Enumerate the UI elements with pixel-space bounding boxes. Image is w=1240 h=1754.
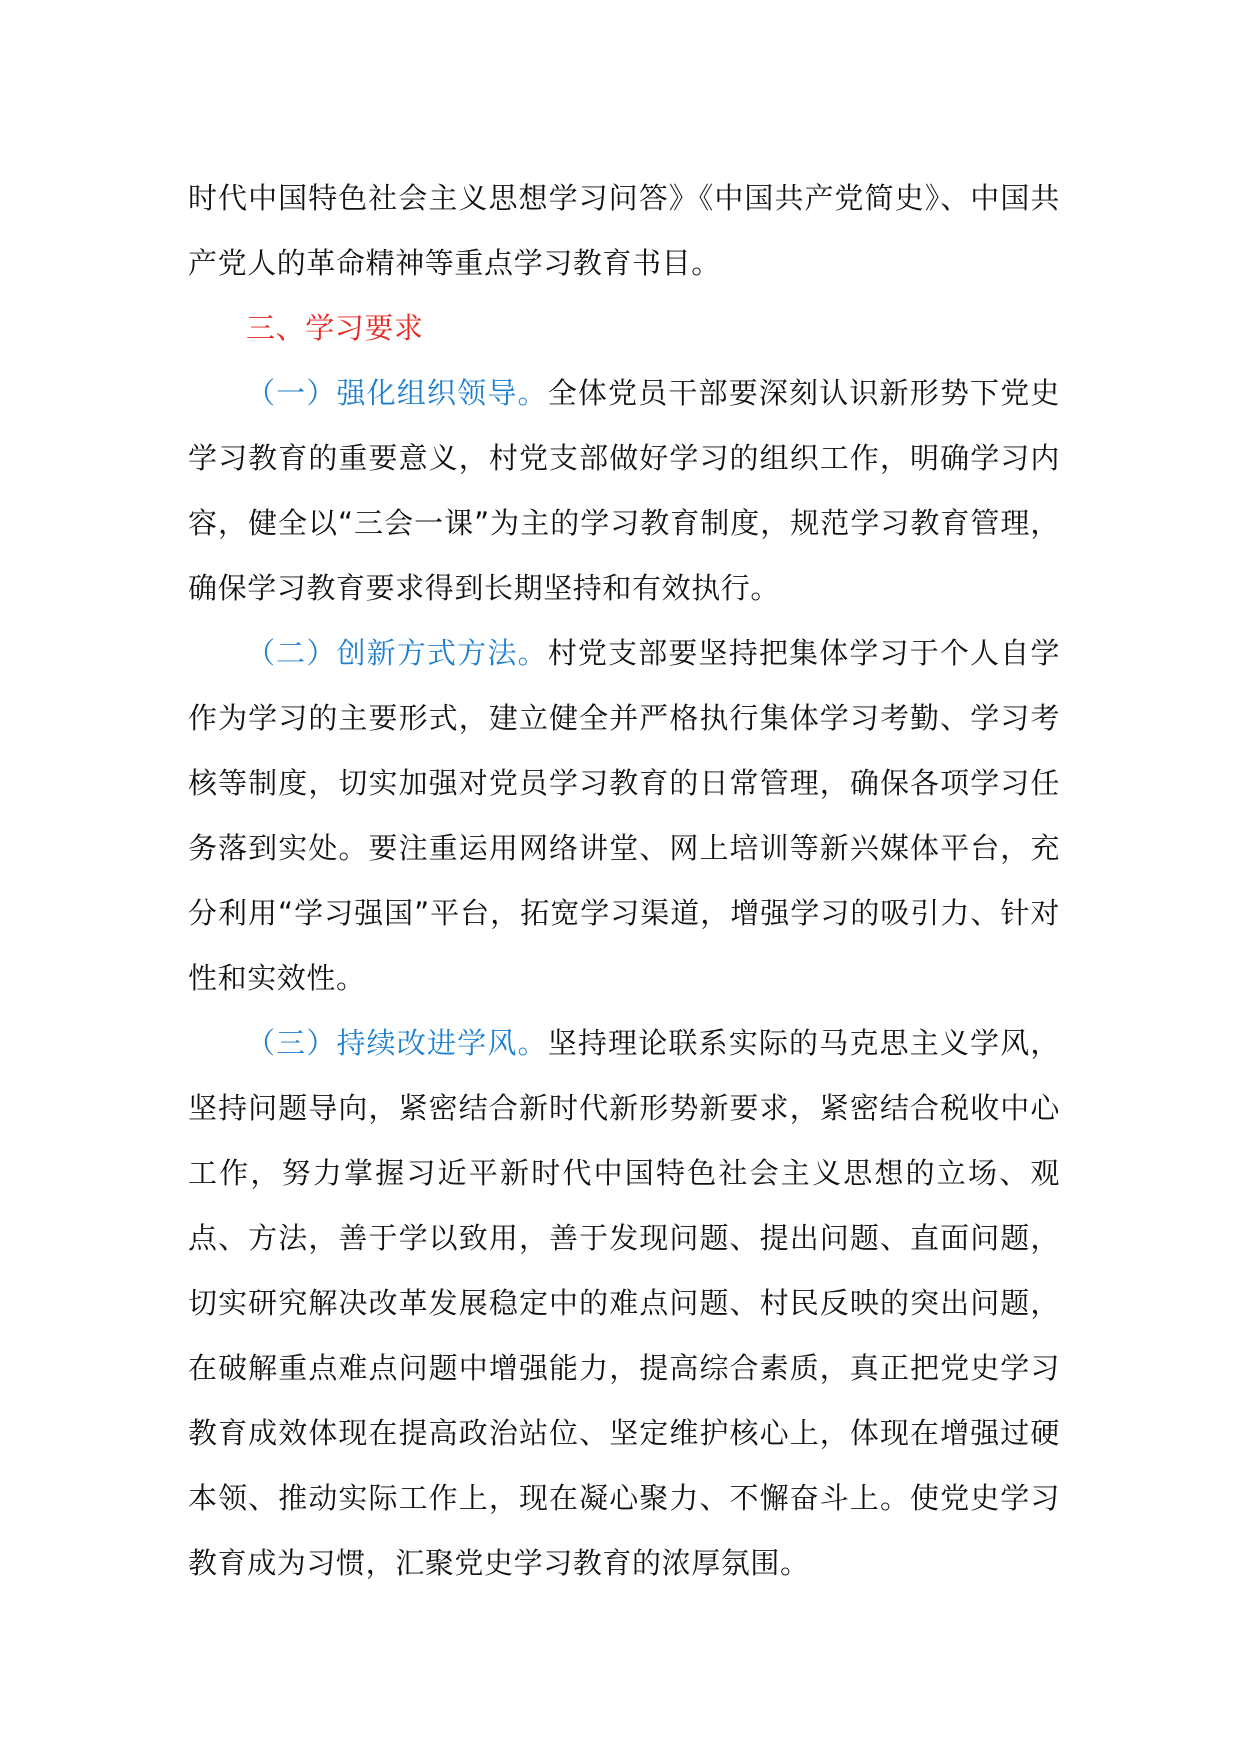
section-heading-paragraph: [188, 296, 1060, 361]
section-heading-learning-requirements: 三、学习要求: [246, 311, 424, 345]
item-1-heading: （一）强化组织领导。: [246, 376, 548, 410]
item-2-text: 村党支部要坚持把集体学习于个人自学作为学习的主要形式，建立健全并严格执行集体学习考勤、学习考核等制度，切实加强对党员学习教育的日常管理，确保各项学习任务落到实处。要注重运用网络讲堂、网上培训等新兴媒体平台，充分利用“学习强国”平台，拓宽学习渠道，增强学习的吸引力、针对性和实效性。: [188, 636, 1060, 995]
intro-continuation-text: 时代中国特色社会主义思想学习问答》《中国共产党简史》、中国共产党人的革命精神等重点学习教育书目。: [188, 181, 1060, 280]
item-1-text: 全体党员干部要深刻认识新形势下党史学习教育的重要意义，村党支部做好学习的组织工作，明确学习内容，健全以“三会一课”为主的学习教育制度，规范学习教育管理，确保学习教育要求得到长期坚持和有效执行。: [188, 376, 1060, 605]
item-3-heading: （三）持续改进学风。: [246, 1026, 548, 1060]
item-2-heading: （二）创新方式方法。: [246, 636, 548, 670]
item-3-paragraph: [188, 1011, 1060, 1596]
item-3-text: 坚持理论联系实际的马克思主义学风，坚持问题导向，紧密结合新时代新形势新要求，紧密结合税收中心工作，努力掌握习近平新时代中国特色社会主义思想的立场、观点、方法，善于学以致用，善于发现问题、提出问题、直面问题，切实研究解决改革发展稳定中的难点问题、村民反映的突出问题，在破解重点难点问题中增强能力，提高综合素质，真正把党史学习教育成效体现在提高政治站位、坚定维护核心上，体现在增强过硬本领、推动实际工作上，现在凝心聚力、不懈奋斗上。使党史学习教育成为习惯，汇聚党史学习教育的浓厚氛围。: [188, 1026, 1060, 1580]
item-2-paragraph: [188, 621, 1060, 1011]
intro-continuation-paragraph: [188, 166, 1060, 296]
item-1-paragraph: [188, 361, 1060, 621]
document-body: [188, 166, 1060, 1596]
